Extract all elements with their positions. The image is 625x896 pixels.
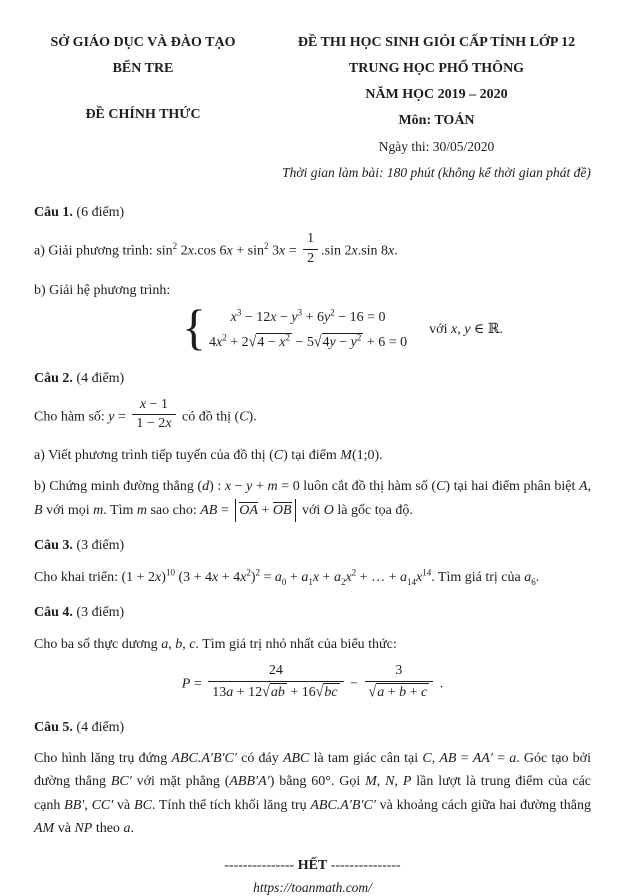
text-run: x [279, 243, 286, 259]
text-run: và khoảng cách giữa hai đường thẳng [375, 797, 592, 813]
question-2-heading [34, 367, 591, 390]
superscript: 2 [222, 331, 227, 342]
text-run: C [273, 448, 284, 464]
text-run: + 2 [226, 334, 249, 350]
text-run: y [329, 334, 336, 350]
text-run: + [257, 502, 273, 518]
text-run: + 12 [233, 684, 263, 700]
text-run: ) tại hai điểm phân biệt [445, 479, 579, 495]
text-run: có đáy [236, 750, 283, 766]
text-run: a [377, 684, 385, 700]
text-run: ABC [282, 750, 310, 766]
question-2-points: (4 điểm) [72, 370, 125, 386]
superscript: 2 [330, 306, 335, 317]
text-run: y [324, 309, 331, 325]
exam-date: Ngày thi: 30/05/2020 [378, 139, 495, 154]
text-run: + [319, 570, 334, 586]
text-run: x [230, 309, 237, 325]
text-run: − [346, 676, 362, 692]
text-run: x [312, 570, 320, 586]
text-run: = [217, 502, 233, 518]
text-run: a [301, 570, 309, 586]
text-run: AA′ [472, 750, 493, 766]
text-run: − 12 [241, 309, 271, 325]
radicand [323, 683, 339, 702]
text-run: = [190, 676, 206, 692]
text-run: . [130, 821, 134, 837]
text-run: ) [161, 570, 166, 586]
text-run: ABB′A′ [229, 774, 270, 790]
text-run: C [436, 479, 446, 495]
text-run: y [246, 479, 253, 495]
text-run: c [189, 637, 196, 653]
exam-duration: Thời gian làm bài: 180 phút (không kể thời gian phát đề) [282, 165, 591, 180]
question-4-heading [34, 601, 591, 624]
text-run: 4 [209, 334, 216, 350]
text-run: O [323, 502, 334, 518]
question-1-number: Câu 1. [34, 205, 73, 220]
superscript: 2 [356, 331, 362, 342]
text-run: . [436, 676, 444, 692]
radical [316, 683, 340, 702]
text-run: CC′ [91, 797, 114, 813]
text-run: với mọi [42, 502, 94, 518]
text-run: có đồ thị ( [178, 409, 240, 425]
fraction [132, 397, 175, 434]
text-run: với [429, 322, 451, 338]
text-run: = [260, 570, 275, 586]
equation-system [182, 299, 591, 356]
fraction-numerator [132, 397, 175, 416]
text-run: --------------- [327, 857, 401, 873]
text-run: ). [248, 409, 257, 425]
text-run: x [270, 309, 277, 325]
fraction-denominator [132, 415, 175, 433]
text-run: . Tính thể tích khối lăng trụ [151, 797, 311, 813]
text-run: ABC.A′B′C′ [171, 750, 237, 766]
superscript: 2 [172, 240, 178, 251]
question-2a [34, 444, 591, 467]
text-run: 3 [395, 663, 403, 679]
text-run: 2 [177, 243, 188, 259]
end-marker [34, 854, 591, 877]
text-run: c [421, 684, 428, 700]
fraction-numerator [303, 231, 318, 250]
text-run: P [402, 774, 412, 790]
fraction-denominator [303, 250, 318, 268]
question-3-body [34, 566, 591, 589]
issuer-block [34, 30, 252, 186]
text-run: b) Chứng minh đường thẳng ( [34, 479, 203, 495]
text-run: x [224, 479, 232, 495]
text-run: + [406, 684, 422, 700]
text-run: theo [92, 821, 124, 837]
text-run: P [181, 676, 191, 692]
text-run: . [535, 570, 540, 586]
text-run: + [286, 570, 302, 586]
question-1a [34, 233, 591, 270]
radical-symbol: √ [368, 683, 377, 701]
text-run: y [350, 334, 357, 350]
text-run: --------------- [224, 857, 298, 873]
text-run: x [155, 570, 162, 586]
question-5-body [34, 747, 591, 841]
text-run: , [376, 774, 386, 790]
fraction [365, 663, 434, 702]
superscript: 14 [422, 567, 432, 578]
text-run: x [165, 416, 172, 432]
subscript: 14 [406, 576, 416, 587]
text-run: b [399, 684, 407, 700]
radical [249, 330, 292, 355]
text-run: a [399, 570, 407, 586]
question-2-number: Câu 2. [34, 370, 73, 386]
text-run: x [226, 243, 233, 259]
text-run: . Góc tạo bởi đường thẳng [34, 750, 591, 790]
text-run: + [384, 684, 400, 700]
text-run: y [108, 409, 115, 425]
text-run: a) Viết phương trình tiếp tuyến của đồ thị ( [34, 448, 274, 464]
fraction-numerator [208, 663, 343, 682]
text-run: và [54, 821, 75, 837]
text-run: a [333, 570, 341, 586]
fraction-denominator [208, 682, 343, 702]
text-run: = [456, 750, 473, 766]
text-run: + [252, 479, 268, 495]
text-run: a [274, 570, 282, 586]
system-equation-1 [209, 305, 407, 330]
text-run: − 16 = 0 [334, 309, 386, 325]
text-run: .sin 8 [357, 243, 389, 259]
radical [262, 683, 287, 702]
text-run: − [231, 479, 247, 495]
question-1b-label: b) Giải hệ phương trình: [34, 282, 171, 298]
text-run: . [394, 243, 398, 259]
document-header [34, 30, 591, 186]
text-run: AB [200, 502, 218, 518]
text-run: 4 [322, 334, 330, 350]
text-run: − [335, 334, 351, 350]
question-2-intro [34, 396, 591, 436]
text-run: B [34, 502, 43, 518]
text-run: + 4 [218, 570, 241, 586]
text-run: C [239, 409, 249, 425]
text-run: = [285, 243, 301, 259]
subscript: 6 [531, 576, 536, 587]
text-run: là tam giác cân tại [309, 750, 423, 766]
radicand [270, 683, 287, 702]
radicand [256, 333, 292, 352]
text-run: C [422, 750, 432, 766]
radical [314, 330, 364, 355]
text-run: + … + [356, 570, 400, 586]
text-run: 24 [268, 663, 283, 679]
system-equations [209, 305, 407, 355]
text-run: A [578, 479, 588, 495]
text-run: 13 [212, 684, 227, 700]
text-run: x [187, 243, 194, 259]
text-run: a [226, 684, 234, 700]
text-run: lần lượt là trung điểm của các cạnh [34, 774, 591, 813]
text-run: sao cho: [146, 502, 201, 518]
subscript: 2 [340, 576, 346, 587]
system-equation-2 [209, 330, 407, 355]
issuer-department: SỞ GIÁO DỤC VÀ ĐÀO TẠO [50, 35, 236, 50]
text-run: = [114, 409, 130, 425]
text-run: ABC.A′B′C′ [310, 797, 376, 813]
text-run: sin [156, 243, 173, 259]
text-run: x [279, 334, 286, 350]
absolute-value [235, 499, 295, 522]
question-1-points: (6 điểm) [72, 205, 125, 220]
text-run: − 5 [291, 334, 314, 350]
text-run: ) : [209, 479, 225, 495]
text-run: x [345, 570, 352, 586]
text-run: a [524, 570, 532, 586]
question-4-formula [34, 665, 591, 704]
superscript: 3 [236, 306, 242, 317]
text-run: a [123, 821, 131, 837]
text-run: AM [34, 821, 55, 837]
exam-level: TRUNG HỌC PHỔ THÔNG [348, 61, 525, 76]
question-4-intro [34, 633, 591, 656]
radical-symbol: √ [315, 683, 324, 701]
text-run: x [450, 322, 458, 338]
vector-overline: OA [239, 502, 258, 518]
text-run: x [388, 243, 395, 259]
text-run: BC′ [110, 774, 132, 790]
radical-symbol: √ [262, 683, 270, 701]
school-year: NĂM HỌC 2019 – 2020 [365, 87, 508, 102]
system-brace: { [182, 299, 206, 356]
text-run: M [365, 774, 377, 790]
text-run: . Tìm [103, 502, 137, 518]
text-run: , [431, 750, 440, 766]
text-run: x [415, 570, 423, 586]
radicand [322, 333, 364, 352]
text-run: x [351, 243, 358, 259]
text-run: Cho khai triển: (1 + 2 [34, 570, 156, 586]
superscript: 2 [264, 240, 269, 251]
superscript: 2 [246, 567, 251, 578]
official-exam-label: ĐỀ CHÍNH THỨC [85, 107, 201, 122]
text-run: − [276, 309, 292, 325]
text-run: N [385, 774, 395, 790]
text-run: Cho ba số thực dương [34, 637, 162, 653]
text-run: + 6 [302, 309, 325, 325]
text-run: , [457, 322, 465, 338]
exam-title: ĐỀ THI HỌC SINH GIỎI CẤP TỈNH LỚP 12 [297, 35, 576, 50]
exam-body [34, 201, 591, 896]
fraction [208, 663, 343, 702]
question-2b [34, 475, 591, 522]
text-run: BB′ [64, 797, 85, 813]
superscript: 2 [285, 331, 290, 342]
text-run: . Tìm giá trị nhỏ nhất của biểu thức: [195, 637, 397, 653]
issuer-province: BẾN TRE [112, 61, 174, 76]
superscript: 10 [165, 567, 175, 578]
vector-overline: OB [272, 502, 292, 518]
text-run: d [202, 479, 210, 495]
fraction-numerator [365, 663, 434, 682]
fraction [303, 231, 318, 268]
text-run: 4 − [257, 334, 280, 350]
text-run: 2 [307, 250, 315, 266]
text-run: .cos 6 [193, 243, 227, 259]
text-run: với [298, 502, 324, 518]
text-run: HẾT [297, 857, 328, 873]
text-run: a [161, 637, 169, 653]
exam-title-block [252, 30, 591, 186]
text-run: + 6 = 0 [363, 334, 408, 350]
text-run: , [394, 774, 403, 790]
text-run: . Tìm giá trị của [431, 570, 525, 586]
text-run: với mặt phẳng ( [131, 774, 230, 790]
text-run: M [340, 448, 352, 464]
question-3-number: Câu 3. [34, 538, 73, 554]
subscript: 0 [281, 576, 287, 587]
text-run: Cho hình lăng trụ đứng [34, 750, 172, 766]
question-4-points: (3 điểm) [72, 605, 125, 621]
text-run: x [139, 396, 147, 412]
text-run: , [168, 637, 176, 653]
radical-symbol: √ [248, 333, 257, 351]
question-3-heading [34, 534, 591, 557]
subject: Môn: TOÁN [398, 113, 475, 128]
text-run: m [136, 502, 147, 518]
text-run: và [113, 797, 135, 813]
text-run: 1 [307, 231, 315, 246]
text-run: NP [74, 821, 93, 837]
fraction-denominator [365, 682, 434, 702]
text-run: , [182, 637, 190, 653]
text-run: Cho hàm số: [34, 409, 109, 425]
question-3-points: (3 điểm) [72, 538, 125, 554]
text-run: = [492, 750, 510, 766]
text-run: x [212, 570, 219, 586]
superscript: 2 [351, 567, 357, 578]
text-run: y [291, 309, 298, 325]
domain-note [429, 321, 503, 338]
text-run: ∈ ℝ. [470, 322, 503, 338]
text-run: m [93, 502, 104, 518]
text-run: AB [439, 750, 457, 766]
text-run: ab [270, 684, 285, 700]
text-run: ) tại điểm [283, 448, 341, 464]
text-run: m [267, 479, 278, 495]
text-run: , [587, 479, 591, 495]
text-run: a [509, 750, 517, 766]
text-run: là gốc tọa độ. [333, 502, 413, 518]
text-run: − 1 [146, 396, 169, 412]
text-run: x [216, 334, 223, 350]
source-url: https://toanmath.com/ [253, 879, 372, 895]
text-run: ) bằng 60°. Gọi [269, 774, 366, 790]
radical-symbol: √ [313, 333, 322, 351]
question-5-number: Câu 5. [34, 719, 73, 735]
superscript: 3 [297, 306, 303, 317]
text-run: (3 + 4 [174, 570, 212, 586]
question-4-number: Câu 4. [34, 605, 73, 621]
text-run: (1;0). [351, 448, 383, 464]
question-5-points: (4 điểm) [72, 719, 125, 735]
text-run: = 0 luôn cắt đồ thị hàm số ( [277, 479, 437, 495]
superscript: 2 [255, 567, 261, 578]
text-run: a) Giải phương trình: [34, 243, 157, 259]
text-run: + sin [232, 243, 264, 259]
text-run: 3 [268, 243, 279, 259]
text-run: BC [134, 797, 152, 813]
text-run: + 16 [286, 684, 316, 700]
question-5-heading [34, 716, 591, 739]
text-run: b [175, 637, 183, 653]
question-1-heading [34, 201, 591, 224]
text-run: ) [250, 570, 256, 586]
radicand [376, 683, 429, 702]
subscript: 1 [308, 576, 313, 587]
text-run: , [84, 797, 92, 813]
text-run: 1 − 2 [136, 416, 166, 432]
radical [369, 683, 430, 702]
text-run: bc [324, 684, 338, 700]
text-run: y [464, 322, 471, 338]
text-run: .sin 2 [321, 243, 352, 259]
text-run: x [240, 570, 247, 586]
